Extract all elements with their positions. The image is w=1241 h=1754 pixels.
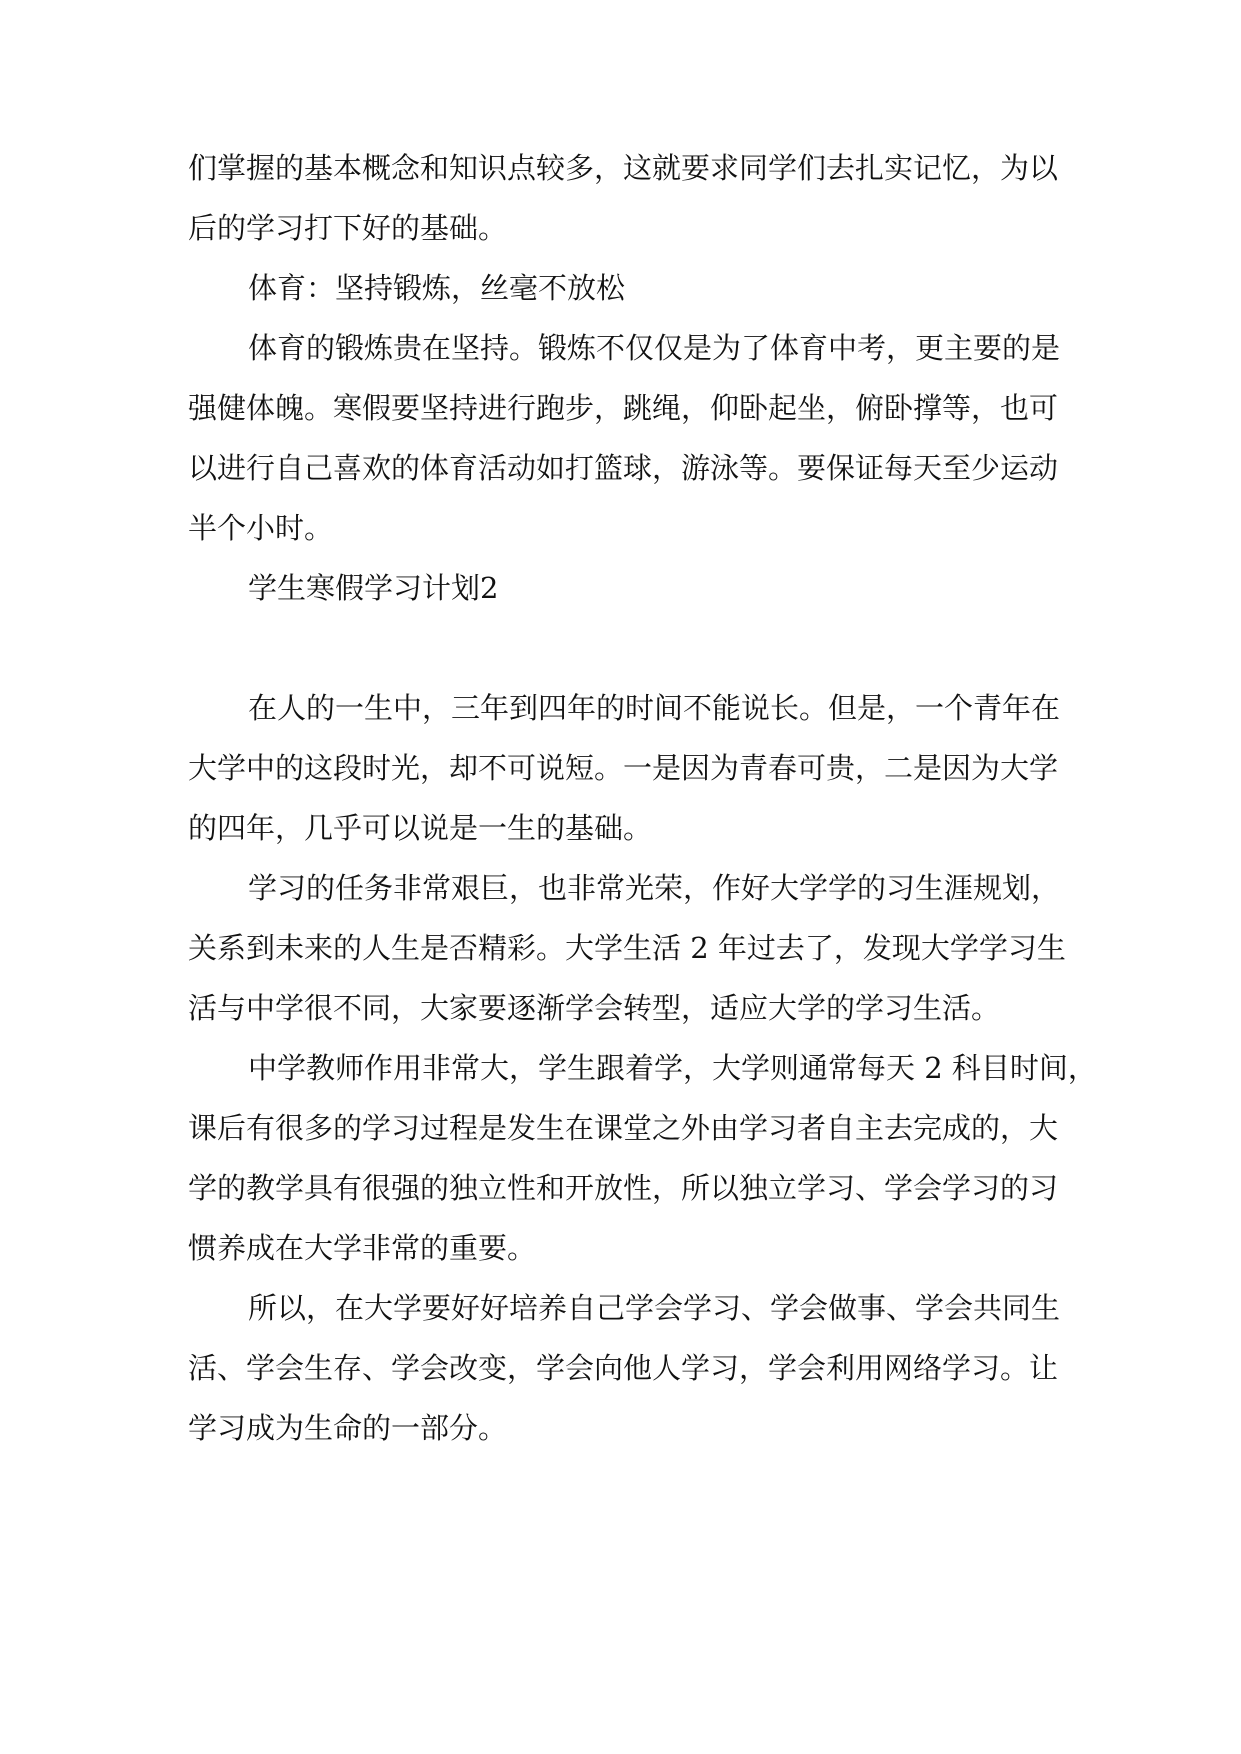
paragraph-line: 半个小时。 xyxy=(188,511,334,545)
paragraph-line: 学的教学具有很强的独立性和开放性，所以独立学习、学会学习的习 xyxy=(188,1171,1059,1205)
paragraph-line: 中学教师作用非常大，学生跟着学，大学则通常每天 2 科目时间， xyxy=(248,1051,1097,1085)
paragraph-line: 强健体魄。寒假要坚持进行跑步，跳绳，仰卧起坐，俯卧撑等，也可 xyxy=(188,391,1059,425)
paragraph-line: 后的学习打下好的基础。 xyxy=(188,211,508,245)
paragraph-line: 活、学会生存、学会改变，学会向他人学习，学会利用网络学习。让 xyxy=(188,1351,1059,1385)
paragraph-line: 课后有很多的学习过程是发生在课堂之外由学习者自主去完成的，大 xyxy=(188,1111,1059,1145)
paragraph-line: 学习的任务非常艰巨，也非常光荣，作好大学学的习生涯规划， xyxy=(248,871,1061,905)
paragraph-line: 学习成为生命的一部分。 xyxy=(188,1411,508,1445)
paragraph-line: 体育的锻炼贵在坚持。锻炼不仅仅是为了体育中考，更主要的是 xyxy=(248,331,1061,365)
section-title-plan-2: 学生寒假学习计划2 xyxy=(248,571,499,605)
paragraph-line: 关系到未来的人生是否精彩。大学生活 2 年过去了，发现大学学习生 xyxy=(188,931,1066,965)
paragraph-line: 所以，在大学要好好培养自己学会学习、学会做事、学会共同生 xyxy=(248,1291,1061,1325)
paragraph-line: 惯养成在大学非常的重要。 xyxy=(188,1231,537,1265)
paragraph-line: 在人的一生中，三年到四年的时间不能说长。但是，一个青年在 xyxy=(248,691,1061,725)
paragraph-line: 活与中学很不同，大家要逐渐学会转型，适应大学的学习生活。 xyxy=(188,991,1001,1025)
paragraph-line: 们掌握的基本概念和知识点较多，这就要求同学们去扎实记忆，为以 xyxy=(188,151,1059,185)
paragraph-line: 大学中的这段时光，却不可说短。一是因为青春可贵，二是因为大学 xyxy=(188,751,1059,785)
paragraph-line: 以进行自己喜欢的体育活动如打篮球，游泳等。要保证每天至少运动 xyxy=(188,451,1059,485)
paragraph-line: 的四年，几乎可以说是一生的基础。 xyxy=(188,811,653,845)
section-heading-sports: 体育：坚持锻炼，丝毫不放松 xyxy=(248,271,626,305)
